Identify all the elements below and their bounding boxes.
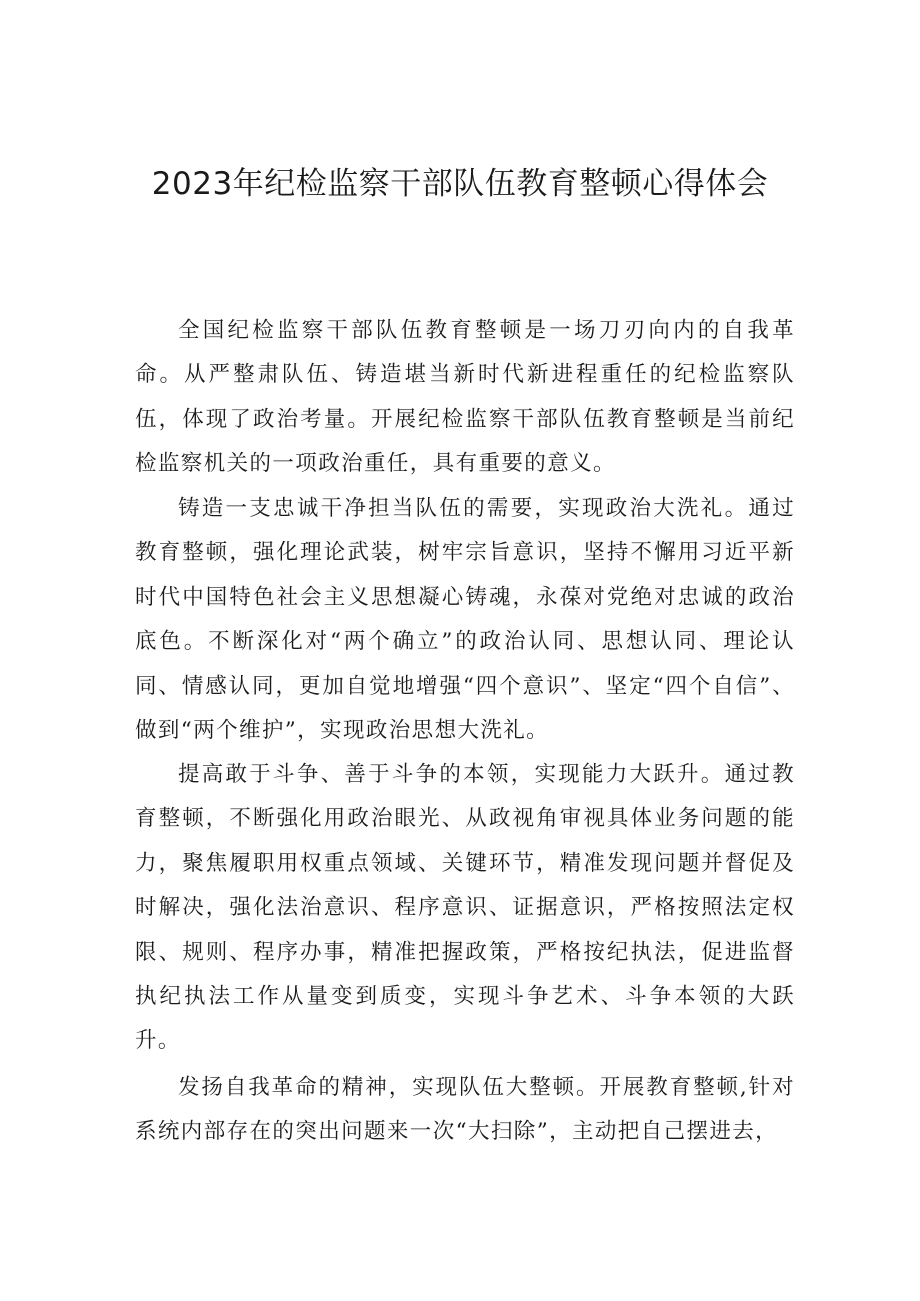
paragraph-4: 发扬自我革命的精神，实现队伍大整顿。开展教育整顿,针对系统内部存在的突出问题来一次“大扫除”，主动把自己摆进去，: [135, 1075, 795, 1145]
document-title: 2023年纪检监察干部队伍教育整顿心得体会: [151, 166, 769, 202]
paragraph-1: 全国纪检监察干部队伍教育整顿是一场刀刃向内的自我革命。从严整肃队伍、铸造堪当新时代新进程重任的纪检监察队伍，体现了政治考量。开展纪检监察干部队伍教育整顿是当前纪检监察机关的一项政治重任，具有重要的意义。: [135, 318, 795, 477]
paragraph-2: 铸造一支忠诚干净担当队伍的需要，实现政治大洗礼。通过教育整顿，强化理论武装，树牢宗旨意识，坚持不懈用习近平新时代中国特色社会主义思想凝心铸魂，永葆对党绝对忠诚的政治底色。不断深化对“两个确立”的政治认同、思想认同、理论认同、情感认同，更加自觉地增强“四个意识”、坚定“四个自信”、做到“两个维护”，实现政治思想大洗礼。: [135, 496, 795, 744]
paragraph-3: 提高敢于斗争、善于斗争的本领，实现能力大跃升。通过教育整顿，不断强化用政治眼光、从政视角审视具体业务问题的能力，聚焦履职用权重点领域、关键环节，精准发现问题并督促及时解决，强化法治意识、程序意识、证据意识，严格按照法定权限、规则、程序办事，精准把握政策，严格按纪执法，促进监督执纪执法工作从量变到质变，实现斗争艺术、斗争本领的大跃升。: [135, 762, 795, 1054]
